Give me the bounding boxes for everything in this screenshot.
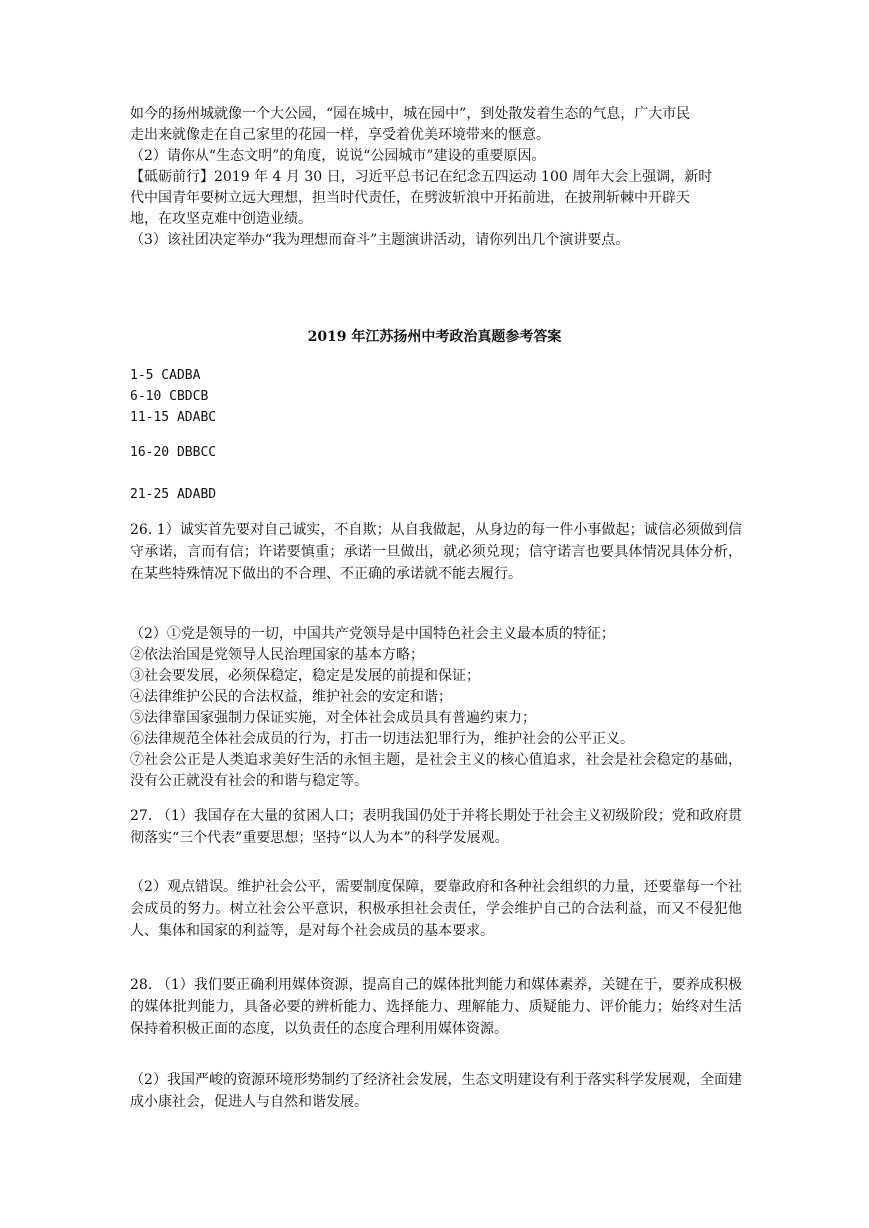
answer-26-part-1 xyxy=(130,519,742,585)
answer-paragraph: （2）我国严峻的资源环境形势制约了经济社会发展，生态文明建设有利于落实科学发展观，全面建成小康社会，促进人与自然和谐发展。 xyxy=(130,1072,742,1110)
answer-line: ②依法治国是党领导人民治理国家的基本方略； xyxy=(130,647,424,663)
answer-line: ③社会要发展，必须保稳定，稳定是发展的前提和保证； xyxy=(130,668,480,684)
choice-answer-group: 16-20 DBBCC xyxy=(130,445,217,460)
answer-paragraph: （2）观点错误。维护社会公平，需要制度保障，要靠政府和各种社会组织的力量，还要靠每一个社会成员的努力。树立社会公平意识，积极承担社会责任，学会维护自己的合法利益，而又不侵犯他人、集体和国家的利益等，是对每个社会成员的基本要求。 xyxy=(130,879,742,939)
choice-answer-group: 6-10 CBDCB xyxy=(130,389,209,404)
answer-28-part-2 xyxy=(130,1069,742,1113)
answer-title: 2019 年江苏扬州中考政治真题参考答案 xyxy=(307,329,562,345)
question-continuation xyxy=(130,104,742,251)
answer-line: ⑥法律规范全体社会成员的行为，打击一切违法犯罪行为，维护社会的公平正义。 xyxy=(130,731,634,747)
choice-answer-group: 1-5 CADBA xyxy=(130,368,201,383)
choice-answer-group: 21-25 ADABD xyxy=(130,487,217,502)
choice-answers-1-15 xyxy=(130,365,742,428)
question-prompt: （2）请你从“生态文明”的角度，说说“公园城市”建设的重要原因。 xyxy=(130,148,546,164)
answer-line: ④法律维护公民的合法权益，维护社会的安定和谐； xyxy=(130,689,452,705)
intro-line: 代中国青年要树立远大理想，担当时代责任，在劈波斩浪中开拓前进，在披荆斩棘中开辟天 xyxy=(130,190,690,206)
answer-line: ⑦社会公正是人类追求美好生活的永恒主题，是社会主义的核心值追求，社会是社会稳定的基础，没有公正就没有社会的和谐与稳定等。 xyxy=(130,752,742,789)
answer-27-part-2 xyxy=(130,876,742,942)
intro-line: 【砥砺前行】2019 年 4 月 30 日，习近平总书记在纪念五四运动 100 周年大会上强调，新时 xyxy=(130,169,713,185)
answer-paragraph: 27. （1）我国存在大量的贫困人口；表明我国仍处于并将长期处于社会主义初级阶段；党和政府贯彻落实“三个代表”重要思想；坚持“以人为本”的科学发展观。 xyxy=(130,808,742,846)
answer-27-part-1 xyxy=(130,805,742,849)
choice-answer-group: 11-15 ADABC xyxy=(130,410,217,425)
answer-line: ⑤法律靠国家强制力保证实施，对全体社会成员具有普遍约束力； xyxy=(130,710,536,726)
answer-26-part-2 xyxy=(130,624,742,792)
answer-28-part-1 xyxy=(130,974,742,1040)
answer-paragraph: 26. 1）诚实首先要对自己诚实，不自欺；从自我做起，从身边的每一件小事做起；诚信必须做到信守承诺，言而有信；许诺要慎重；承诺一旦做出，就必须兑现；信守诺言也要具体情况具体分析，在某些特殊情况下做出的不合理、不正确的承诺就不能去履行。 xyxy=(130,522,742,582)
choice-answers-21-25 xyxy=(130,484,742,505)
intro-line: 地，在攻坚克难中创造业绩。 xyxy=(130,211,312,227)
intro-line: 如今的扬州城就像一个大公园，“园在城中，城在园中”，到处散发着生态的气息，广大市民 xyxy=(130,106,691,122)
intro-line: 走出来就像走在自己家里的花园一样，享受着优美环境带来的惬意。 xyxy=(130,127,550,143)
answer-line: （2）①党是领导的一切，中国共产党领导是中国特色社会主义最本质的特征； xyxy=(130,626,615,642)
answer-paragraph: 28. （1）我们要正确利用媒体资源，提高自己的媒体批判能力和媒体素养，关键在于，要养成积极的媒体批判能力，具备必要的辨析能力、选择能力、理解能力、质疑能力、评价能力；始终对生活保持着积极正面的态度，以负责任的态度合理利用媒体资源。 xyxy=(130,977,742,1037)
choice-answers-16-20 xyxy=(130,442,742,463)
question-prompt: （3）该社团决定举办“我为理想而奋斗”主题演讲活动，请你列出几个演讲要点。 xyxy=(130,232,630,248)
